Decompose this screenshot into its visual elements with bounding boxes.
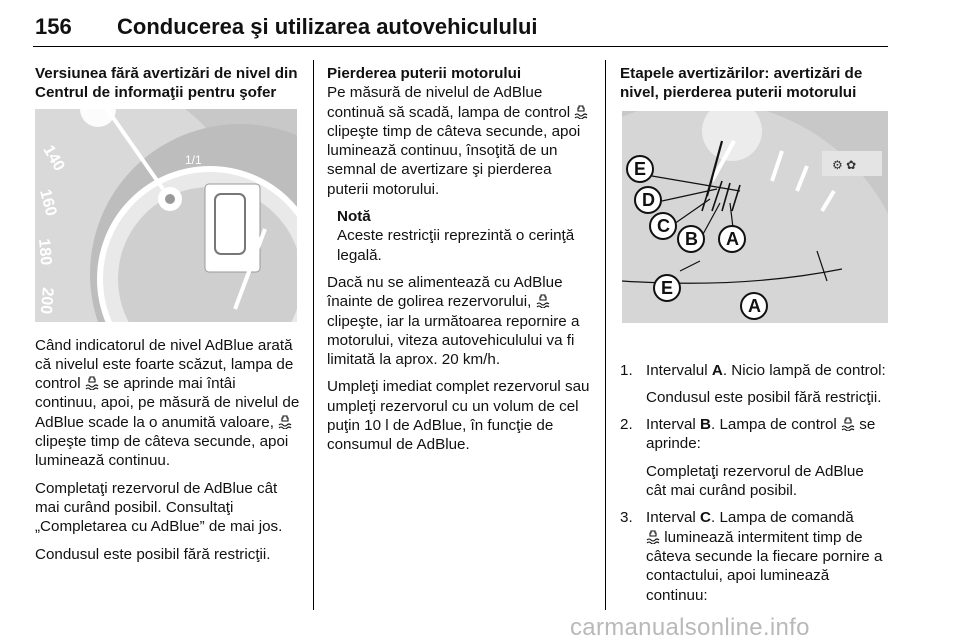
section-heading: Etapele avertizărilor: avertizări de nivel, pierderea puterii motorului [620, 65, 863, 102]
adblue-lamp-icon [646, 530, 660, 544]
svg-text:⚙ ✿: ⚙ ✿ [832, 158, 857, 172]
list-item: 1. Intervalul A. Nicio lampă de control: Condusul este posibil fără restricţii. [620, 361, 886, 406]
note-box [337, 207, 595, 265]
note-text: Aceste restricţii reprezintă o cerinţă legală. [337, 227, 575, 264]
watermark: carmanualsonline.info [570, 614, 810, 641]
adblue-lamp-icon [278, 415, 292, 429]
paragraph: Pe măsură de nivelul de AdBlue continuă să scadă, lampa de control clipeşte timp de câteva secunde, apoi luminează continuu, însoţită de un semnal de avertizare şi pierderea puterii motorului. [327, 83, 595, 199]
adblue-lamp-icon [536, 294, 550, 308]
svg-text:C: C [657, 216, 670, 236]
svg-text:1/1: 1/1 [185, 153, 202, 167]
label-B [678, 226, 704, 252]
label-E [627, 156, 653, 182]
list-item: 3. Interval C. Lampa de comandă luminează intermitent timp de câteva secunde la fiecare pornire a contactului, apoi luminează continuu: [620, 509, 883, 604]
column-divider [313, 60, 314, 610]
svg-text:E: E [634, 159, 647, 179]
adblue-lamp-icon [85, 376, 99, 390]
column-middle [327, 64, 595, 463]
page-title: Conducerea şi utilizarea autovehiculului [117, 14, 538, 39]
svg-text:140: 140 [39, 142, 68, 175]
label-C [650, 213, 676, 239]
paragraph: Completaţi rezervorul de AdBlue cât mai curând posibil. Consultaţi „Completarea cu AdBlue” de mai jos. [35, 479, 283, 536]
section-heading: Pierderea puterii motorului [327, 65, 522, 82]
svg-text:200: 200 [36, 286, 56, 315]
svg-text:A: A [726, 229, 739, 249]
section-heading: Versiunea fără avertizări de nivel din Centrul de informaţii pentru şofer [35, 65, 298, 102]
speedometer-gauge-illustration [35, 109, 297, 322]
column-divider [605, 60, 606, 610]
svg-text:B: B [685, 229, 698, 249]
label-E [654, 275, 680, 301]
paragraph: Când indicatorul de nivel AdBlue arată că nivelul este foarte scăzut, lampa de control se aprinde mai întâi continuu, apoi, pe măsură de nivelul de AdBlue scade la o anumită valoare, clipeşte timp de câteva secunde, apoi luminează continuu. [35, 336, 300, 470]
stages-list [620, 361, 888, 605]
label-D [635, 187, 661, 213]
svg-text:180: 180 [35, 237, 55, 266]
page-header [33, 8, 888, 47]
paragraph: Umpleţi imediat complet rezervorul sau umpleţi rezervorul cu un volum de cel puţin 10 l de AdBlue, în funcţie de consumul de AdBlue. [327, 378, 590, 454]
svg-text:A: A [748, 296, 761, 316]
page-number: 156 [35, 14, 72, 39]
adblue-lamp-icon [841, 417, 855, 431]
adblue-lamp-icon [574, 105, 588, 119]
svg-text:E: E [661, 278, 674, 298]
label-A [719, 226, 745, 252]
note-title: Notă [337, 208, 371, 226]
list-item: 2. Interval B. Lampa de control se aprinde: Completaţi rezervorul de AdBlue cât mai curând posibil. [620, 416, 876, 500]
paragraph: Dacă nu se alimentează cu AdBlue înainte de golirea rezervorului, clipeşte, iar la următoarea repornire a motorului, viteza autovehiculului va fi limitată la aprox. 20 km/h. [327, 273, 580, 369]
paragraph: Condusul este posibil fără restricţii. [35, 545, 271, 563]
svg-text:D: D [642, 190, 655, 210]
svg-text:160: 160 [36, 187, 60, 218]
label-A [741, 293, 767, 319]
adblue-gauge-stages-illustration [622, 111, 888, 323]
